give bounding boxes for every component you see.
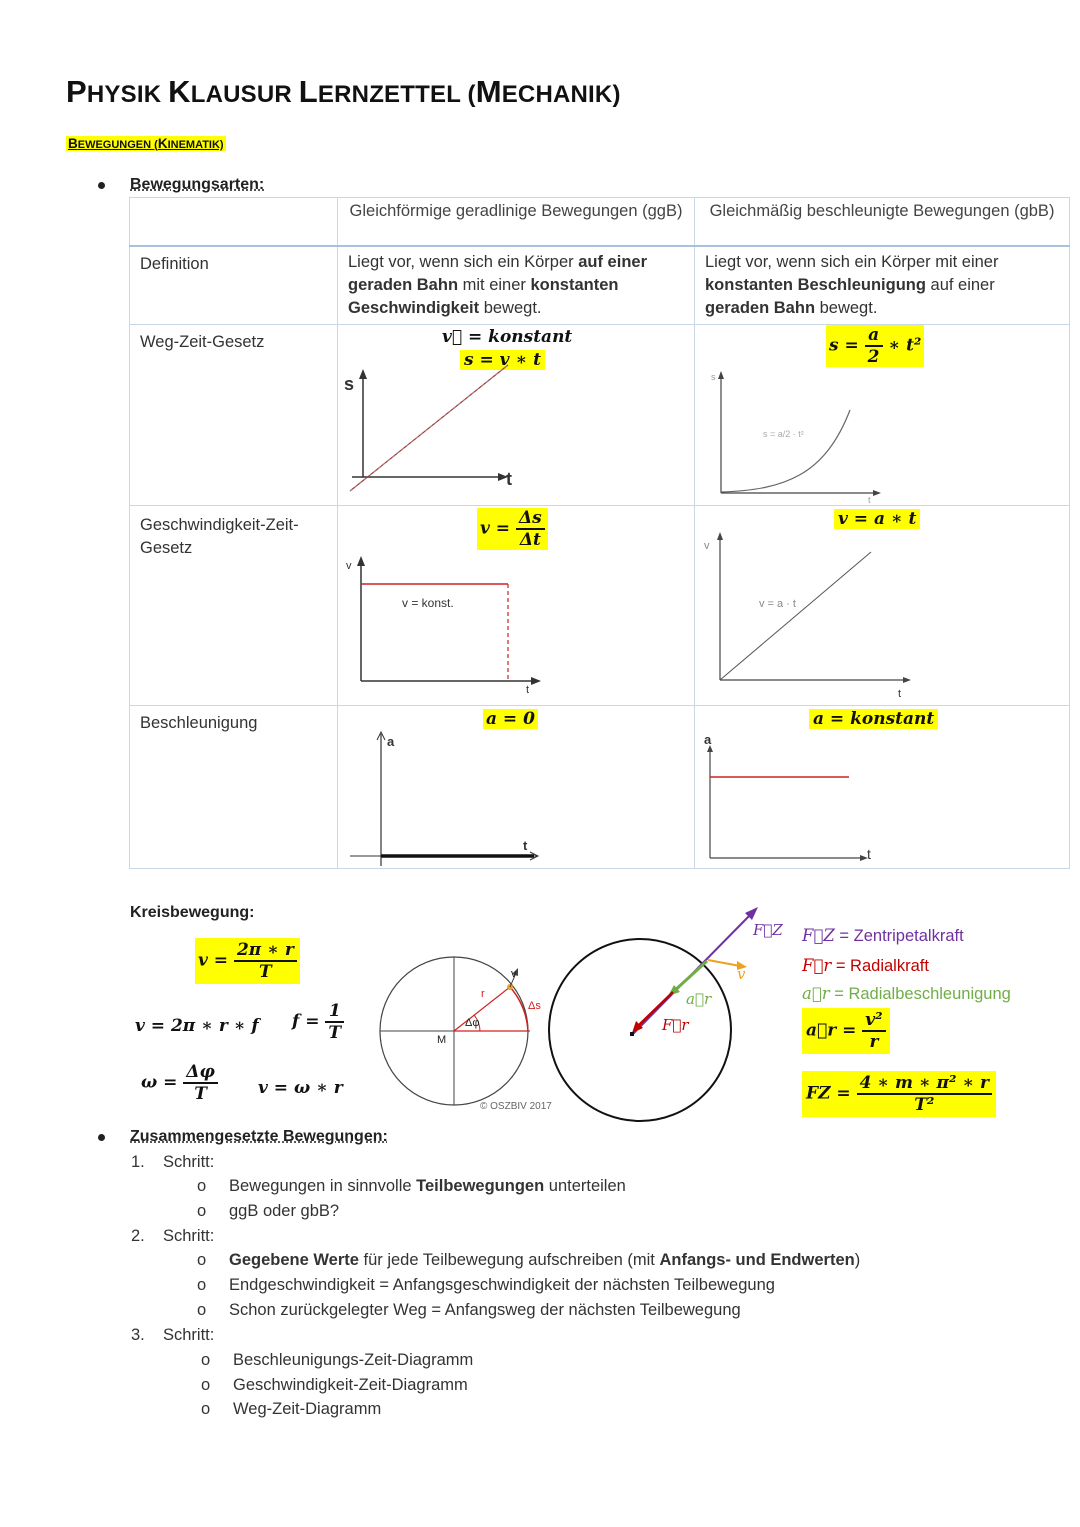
sub-bullet-icon: o <box>197 1276 207 1294</box>
table-header-gbb: Gleichmäßig beschleunigte Bewegungen (gbB) <box>695 198 1070 246</box>
sub-bullet-icon: o <box>197 1202 207 1220</box>
bullet-icon <box>98 1134 105 1141</box>
axis-label-v-small: v <box>704 539 710 552</box>
page-title: PHYSIK KLAUSUR LERNZETTEL (MECHANIK) <box>66 74 621 109</box>
legend-fr: F⃗r = Radialkraft <box>802 956 929 975</box>
axis-label-t: t <box>523 837 528 853</box>
formula-v-omega-r: v = ω ∗ r <box>258 1078 343 1098</box>
diagram2-ar-label: a⃗r <box>686 990 712 1008</box>
definition-gbb: Liegt vor, wenn sich ein Körper mit einer konstanten Beschleunigung auf einer geraden Bahn bewegt. <box>695 246 1070 325</box>
step-2b-text: Endgeschwindigkeit = Anfangsgeschwindigkeit der nächsten Teilbewegung <box>229 1276 775 1294</box>
formula-fz: FZ = $\frac{\text{4 ∗ m ∗ π² ∗ r}}{\text{T²}}$ <box>802 1071 996 1117</box>
formula-s-at2: s = $\frac{a}{2}$ ∗ t² <box>826 325 924 367</box>
formula-a-konstant: a = konstant <box>809 709 938 729</box>
step-3-label: Schritt: <box>163 1326 215 1344</box>
diagram1-dphi-label: Δφ <box>465 1017 480 1029</box>
step-2a-text: Gegebene Werte für jede Teilbewegung aufschreiben (mit Anfangs- und Endwerten) <box>229 1251 861 1269</box>
axis-label-a: a <box>387 733 395 749</box>
geschwindigkeit-zeit-gbb-graph <box>695 506 1053 706</box>
weg-zeit-ggb-cell <box>338 324 695 505</box>
formula-ar: a⃗r = $\frac{\text{v²}}{r}$ <box>802 1008 890 1054</box>
circle-diagram-2 <box>540 900 780 1130</box>
step-1b-text: ggB oder gbB? <box>229 1202 340 1220</box>
formula-v-konstant: v⃗ = konstant <box>442 326 573 347</box>
formula-v-2pir-t: v = $\frac{2\pi ∗ r}{T}$ <box>195 938 300 984</box>
axis-label-s-small: s <box>711 371 716 382</box>
axis-label-s: s <box>344 373 355 394</box>
formula-f-1-t: f = $\frac{1}{T}$ <box>292 1001 344 1043</box>
sub-bullet-icon: o <box>197 1251 207 1269</box>
diagram1-ds-label: Δs <box>528 1000 541 1012</box>
bewegungsarten-heading: Bewegungsarten: <box>130 176 265 193</box>
axis-label-t: t <box>506 468 512 489</box>
diagram1-credit: © OSZBIV 2017 <box>480 1101 552 1112</box>
zusammengesetzt-heading: Zusammengesetzte Bewegungen: <box>130 1128 388 1145</box>
legend-ar: a⃗r = Radialbeschleunigung <box>802 984 1011 1003</box>
formula-a-0: a = 0 <box>483 709 538 729</box>
step-1a-text: Bewegungen in sinnvolle Teilbewegungen unterteilen <box>229 1177 626 1195</box>
sub-bullet-icon: o <box>197 1177 207 1195</box>
diagram1-m-label: M <box>437 1034 447 1046</box>
axis-label-t-small: t <box>868 494 871 505</box>
section-heading: BEWEGUNGEN (KINEMATIK) <box>68 136 224 151</box>
sub-bullet-icon: o <box>197 1301 207 1319</box>
step-3-number: 3. <box>131 1326 145 1344</box>
axis-label-t: t <box>526 683 530 696</box>
curve-label-s: s = a/2 · t² <box>763 428 804 439</box>
axis-label-a: a <box>704 731 712 747</box>
table-header-empty <box>130 198 338 246</box>
diagram2-fr-label: F⃗r <box>662 1016 689 1034</box>
diagram2-v-label: v <box>737 965 746 983</box>
formula-v-ds-dt: v = $\frac{\Delta s}{\Delta t}$ <box>477 508 548 550</box>
formula-s-vt: s = v ∗ t <box>460 350 545 370</box>
formula-v-2pirf: v = 2π ∗ r ∗ f <box>135 1016 259 1036</box>
row-label-weg-zeit: Weg-Zeit-Gesetz <box>130 324 338 505</box>
sub-bullet-icon: o <box>201 1400 211 1418</box>
geschwindigkeit-zeit-ggb-cell <box>338 505 695 705</box>
beschleunigung-ggb-graph <box>338 706 678 869</box>
step-3c-text: Weg-Zeit-Diagramm <box>233 1400 382 1418</box>
axis-label-t-small: t <box>898 687 902 700</box>
step-2-number: 2. <box>131 1227 145 1245</box>
weg-zeit-gbb-cell <box>695 324 1070 505</box>
curve-label-v-at: v = a · t <box>759 597 796 610</box>
step-2-label: Schritt: <box>163 1227 215 1245</box>
geschwindigkeit-zeit-gbb-cell <box>695 505 1070 705</box>
table-header-ggb: Gleichförmige geradlinige Bewegungen (ggB) <box>338 198 695 246</box>
formula-omega: ω = $\frac{\Delta\varphi}{T}$ <box>141 1062 218 1104</box>
formula-v-at: v = a ∗ t <box>834 509 920 529</box>
diagram1-v-label: v <box>511 968 517 980</box>
step-1-label: Schritt: <box>163 1153 215 1171</box>
beschleunigung-ggb-cell <box>338 705 695 868</box>
axis-label-t: t <box>867 845 871 862</box>
diagram1-r-label: r <box>481 988 485 1000</box>
sub-bullet-icon: o <box>201 1351 211 1369</box>
kinematics-table <box>129 197 1070 869</box>
row-label-definition: Definition <box>130 246 338 325</box>
step-3a-text: Beschleunigungs-Zeit-Diagramm <box>233 1351 474 1369</box>
beschleunigung-gbb-cell <box>695 705 1070 868</box>
diagram2-fz-label: F⃗Z <box>753 921 783 939</box>
axis-label-v: v <box>346 559 352 572</box>
weg-zeit-gbb-graph <box>695 325 1053 506</box>
step-1-number: 1. <box>131 1153 145 1171</box>
row-label-geschwindigkeit-zeit: Geschwindigkeit-Zeit-Gesetz <box>130 505 338 705</box>
curve-label-v-konst: v = konst. <box>402 595 454 610</box>
definition-ggb: Liegt vor, wenn sich ein Körper auf einer geraden Bahn mit einer konstanten Geschwindigkeit bewegt. <box>338 246 695 325</box>
kreisbewegung-heading: Kreisbewegung: <box>130 904 255 921</box>
step-2c-text: Schon zurückgelegter Weg = Anfangsweg der nächsten Teilbewegung <box>229 1301 741 1319</box>
legend-fz: F⃗Z = Zentripetalkraft <box>802 926 964 945</box>
step-3b-text: Geschwindigkeit-Zeit-Diagramm <box>233 1376 468 1394</box>
beschleunigung-gbb-graph <box>695 706 1053 869</box>
geschwindigkeit-zeit-ggb-graph <box>338 506 678 706</box>
sub-bullet-icon: o <box>201 1376 211 1394</box>
row-label-beschleunigung: Beschleunigung <box>130 705 338 868</box>
bullet-icon <box>98 182 105 189</box>
